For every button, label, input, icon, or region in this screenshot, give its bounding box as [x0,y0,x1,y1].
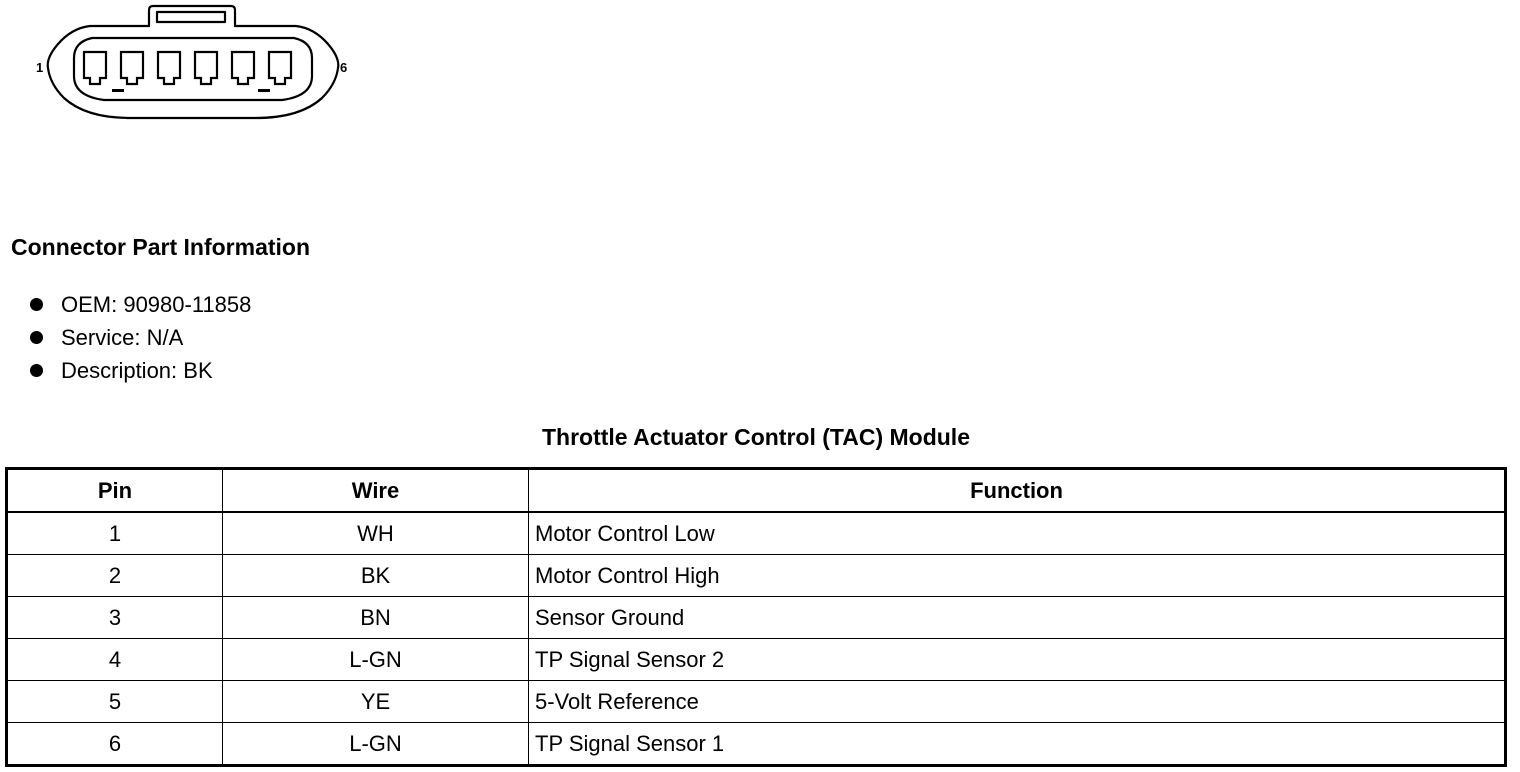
terminal-cavity-3 [158,52,180,84]
pin-label-last: 6 [340,60,348,75]
terminal-cavity-4 [195,52,217,84]
table-row [7,639,1506,681]
function-cell: TP Signal Sensor 2 [529,639,1506,681]
polarization-mark-left [112,89,124,92]
function-cell: 5-Volt Reference [529,681,1506,723]
connector-info-list [28,288,251,387]
wire-cell: L-GN [223,723,529,766]
pin-cell: 1 [7,512,223,555]
pinout-table [5,467,1507,767]
terminal-cavities [84,52,291,84]
pin-cell: 3 [7,597,223,639]
wire-cell: L-GN [223,639,529,681]
info-item-text: OEM: 90980-11858 [61,292,252,317]
wire-cell: BK [223,555,529,597]
table-header-row [7,469,1506,513]
pin-cell: 2 [7,555,223,597]
connector-inner-wall [74,38,312,100]
terminal-cavity-2 [121,52,143,84]
function-cell: Sensor Ground [529,597,1506,639]
terminal-cavity-5 [232,52,254,84]
table-row [7,512,1506,555]
bullet-icon [30,298,43,311]
column-header-pin: Pin [7,469,223,513]
latch-window [157,12,225,22]
table-row [7,681,1506,723]
info-item-description [28,354,251,387]
connector-face-diagram [28,0,358,130]
function-cell: Motor Control Low [529,512,1506,555]
terminal-cavity-1 [84,52,106,84]
pin-cell: 5 [7,681,223,723]
wire-cell: YE [223,681,529,723]
pin-cell: 4 [7,639,223,681]
pin-label-first: 1 [36,60,44,75]
info-item-service [28,321,251,354]
bullet-icon [30,364,43,377]
table-row [7,597,1506,639]
table-row [7,555,1506,597]
terminal-cavity-6 [269,52,291,84]
column-header-function: Function [529,469,1506,513]
wire-cell: BN [223,597,529,639]
info-item-oem [28,288,251,321]
polarization-mark-right [258,89,270,92]
pinout-table-title: Throttle Actuator Control (TAC) Module [542,424,970,450]
pin-cell: 6 [7,723,223,766]
table-row [7,723,1506,766]
info-item-text: Description: BK [61,358,213,383]
bullet-icon [30,331,43,344]
function-cell: TP Signal Sensor 1 [529,723,1506,766]
connector-info-heading: Connector Part Information [11,234,311,260]
info-item-text: Service: N/A [61,325,184,350]
column-header-wire: Wire [223,469,529,513]
function-cell: Motor Control High [529,555,1506,597]
wire-cell: WH [223,512,529,555]
